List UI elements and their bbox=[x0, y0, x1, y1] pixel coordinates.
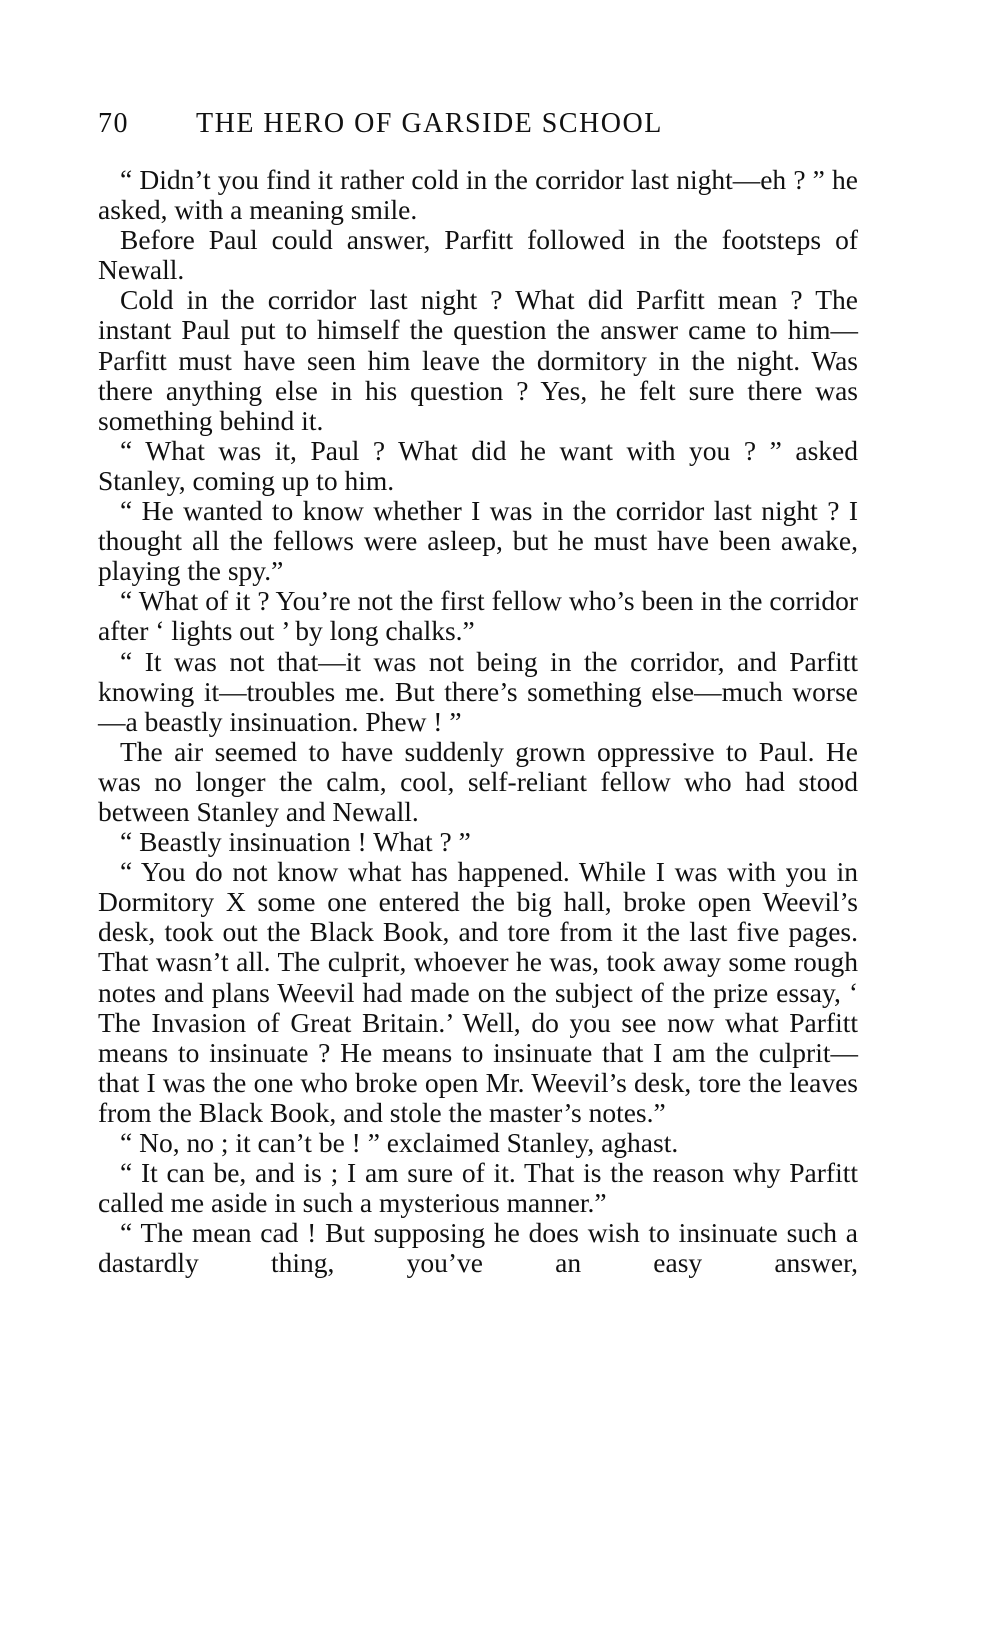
running-title: THE HERO OF GARSIDE SCHOOL bbox=[196, 108, 663, 139]
paragraph: “ It was not that—it was not being in the corridor, and Parfitt knowing it—troubles me. But there’s something else—much worse—a beastly insinuation. Phew ! ” bbox=[98, 645, 858, 737]
body-text bbox=[98, 165, 858, 1278]
paragraph: “ It can be, and is ; I am sure of it. That is the reason why Parfitt called me aside in such a mysterious manner.” bbox=[98, 1157, 858, 1219]
paragraph-continued: “ The mean cad ! But supposing he does wish to insinuate such a dastardly thing, you’ve an easy answer, bbox=[98, 1217, 858, 1279]
paragraph: “ You do not know what has happened. While I was with you in Dormitory X some one entered the big hall, broke open Weevil’s desk, took out the Black Book, and tore from it the last five pages. That wasn’t all. The culprit, whoever he was, took away some rough notes and plans Weevil had made on the subject of the prize essay, ‘ The Invasion of Great Britain.’ Well, do you see now what Parfitt means to insinuate ? He means to insinuate that I am the culprit—that I was the one who broke open Mr. Weevil’s desk, tore the leaves from the Black Book, and stole the master’s notes.” bbox=[98, 856, 858, 1128]
paragraph: “ No, no ; it can’t be ! ” exclaimed Stanley, aghast. bbox=[120, 1127, 679, 1158]
paragraph: “ What was it, Paul ? What did he want with you ? ” asked Stanley, coming up to him. bbox=[98, 434, 858, 496]
paragraph: “ What of it ? You’re not the first fellow who’s been in the corridor after ‘ lights out ’ by long chalks.” bbox=[98, 585, 858, 647]
paragraph: Cold in the corridor last night ? What did Parfitt mean ? The instant Paul put to himself the question the answer came to him—Parfitt must have seen him leave the dormitory in the night. Was there anything else in his question ? Yes, he felt sure there was something behind it. bbox=[98, 284, 858, 436]
page-number: 70 bbox=[98, 108, 129, 139]
paragraph: “ Didn’t you find it rather cold in the corridor last night—eh ? ” he asked, with a meaning smile. bbox=[98, 164, 858, 226]
paragraph: Before Paul could answer, Parfitt followed in the footsteps of Newall. bbox=[98, 224, 858, 286]
paragraph: “ He wanted to know whether I was in the corridor last night ? I thought all the fellows were asleep, but he must have been awake, playing the spy.” bbox=[98, 495, 858, 587]
page-header bbox=[98, 104, 858, 144]
paragraph: “ Beastly insinuation ! What ? ” bbox=[120, 826, 471, 858]
paragraph: The air seemed to have suddenly grown oppressive to Paul. He was no longer the calm, cool, self-reliant fellow who had stood between Stanley and Newall. bbox=[98, 735, 858, 827]
